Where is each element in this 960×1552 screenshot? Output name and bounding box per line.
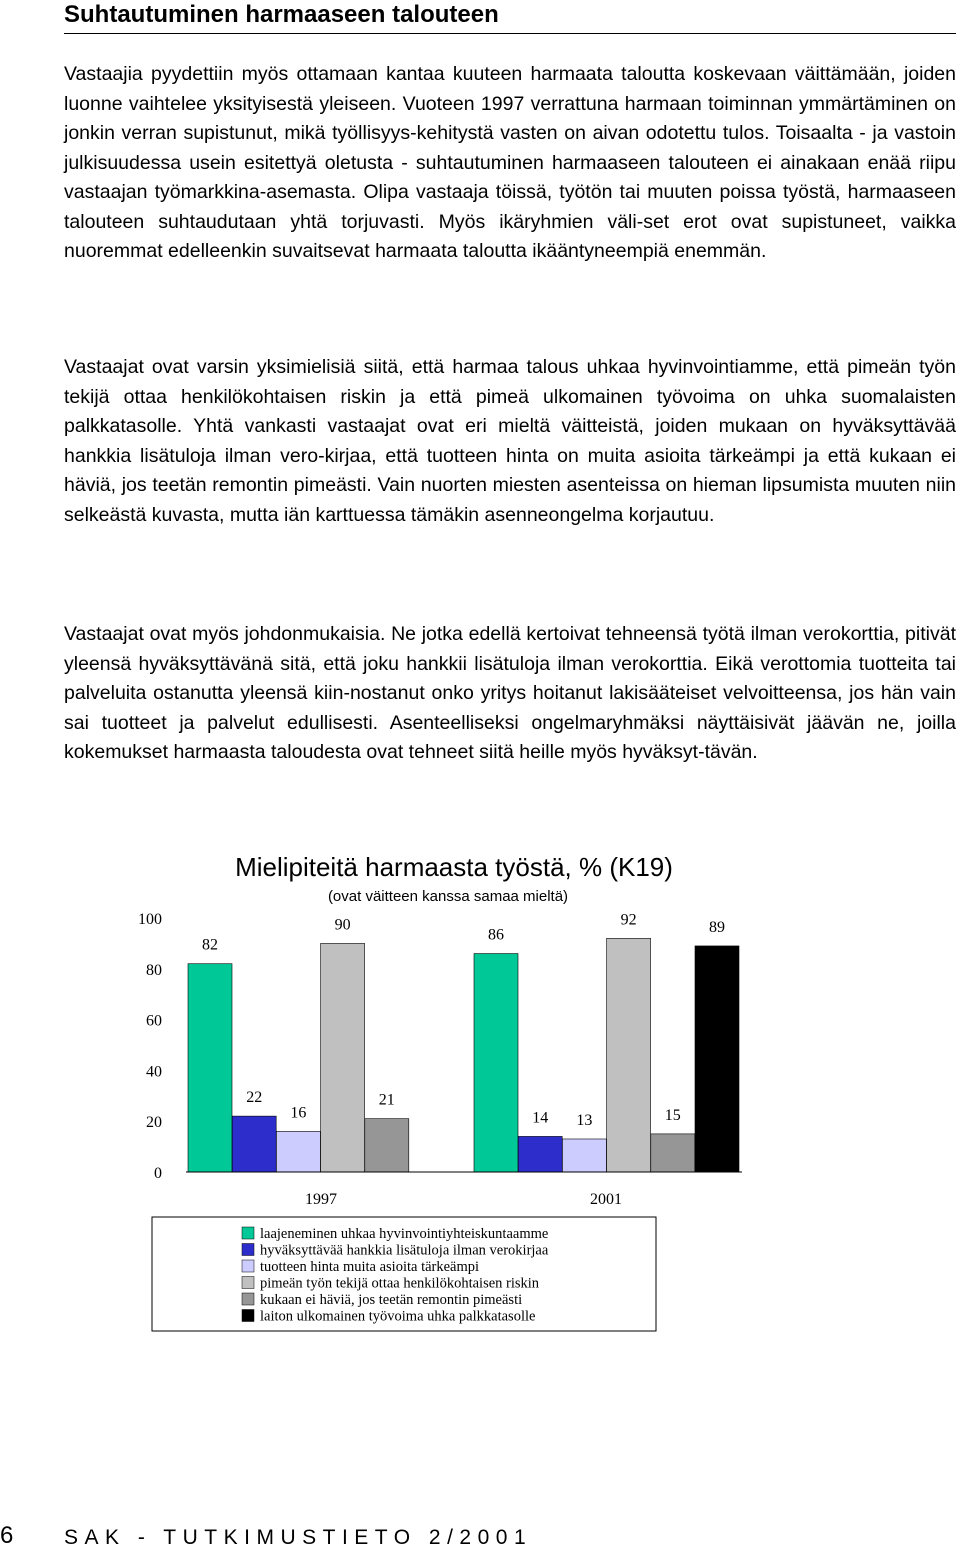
y-tick-label: 60 — [146, 1012, 162, 1030]
category-label: 2001 — [590, 1191, 622, 1208]
page-footer — [0, 1522, 960, 1550]
data-label: 90 — [334, 916, 351, 934]
page-number: 6 — [0, 1522, 14, 1549]
bar-2001-series-5 — [651, 1134, 695, 1172]
legend-entry: hyväksyttävää hankkia lisätuloja ilman verokirjaa — [260, 1242, 549, 1259]
data-label: 22 — [246, 1089, 263, 1107]
paragraph-3: Vastaajat ovat myös johdonmukaisia. Ne jotka edellä kertoivat tehneensä työtä ilman verokorttia, pitivät yleensä hyväksyttävänä sitä, että joku hankkii lisätuloja ilman verokorttia. Eikä verottomia tuotteita tai palveluita ostanutta yleensä kiin-nostanut onko yritys hoitanut lakisääteiset velvoitteensa, jos hän vain sai tuotteet ja palvelut edullisesti. Asenteelliseksi ongelmaryhmäksi näyttäisivät jäävän ne, joilla kokemukset harmaasta taloudesta ovat tehneet siitä heille myös hyväksyt-tävän. — [64, 623, 956, 763]
paragraph-1: Vastaajia pyydettiin myös ottamaan kantaa kuuteen harmaata taloutta koskevaan väittämään, joiden luonne vaihtelee yksityisestä yleiseen. Vuoteen 1997 verrattuna harmaan toiminnan ymmärtäminen on jonkin verran supistunut, mikä työllisyys-kehitystä vasten on aivan odotettu tulos. Toisaalta - ja vastoin julkisuudessa usein esitettyä oletusta - suhtautuminen harmaaseen talouteen ei ainakaan enää riipu vastaajan työmarkkina-asemasta. Olipa vastaaja töissä, työtön tai muuten poissa työstä, harmaaseen talouteen suhtaudutaan yhtä torjuvasti. Myös ikäryhmien väli-set erot ovat supistuneet, vaikka nuoremmat edelleenkin suvaitsevat harmaata taloutta ikääntyneempiä enemmän. — [64, 63, 956, 262]
data-label: 89 — [709, 918, 725, 936]
y-tick-label: 0 — [154, 1165, 162, 1182]
legend-swatch — [242, 1260, 254, 1272]
paragraph-2: Vastaajat ovat varsin yksimielisiä siitä, että harmaa talous uhkaa hyvinvointiamme, että pimeän työn tekijä ottaa henkilökohtaisen riskin ja että pimeä ulkomainen työvoima on uhka suomalaisten palkkatasolle. Yhtä vankasti vastaajat ovat eri mieltä väitteistä, joiden mukaan on hyväksyttävää hankkia lisätuloja ilman vero-kirjaa, että tuotteen hinta on muita asioita tärkeämpi ja että kukaan ei häviä, jos teetän remontin pimeästi. Vain nuorten miesten asenteissa on hieman lipsumista muuten niin selkeästä kuvasta, mutta iän karttuessa tämäkin asenneongelma korjautuu. — [64, 356, 956, 526]
bar-2001-series-3 — [562, 1139, 606, 1172]
bar-2001-series-2 — [518, 1136, 562, 1172]
y-tick-label: 100 — [138, 911, 162, 928]
legend-entry: laiton ulkomainen työvoima uhka palkkatasolle — [260, 1308, 536, 1325]
bar-1997-series-3 — [276, 1131, 320, 1172]
data-label: 82 — [202, 936, 218, 954]
bar-1997-series-2 — [232, 1116, 276, 1172]
chart-subtitle: (ovat väitteen kanssa samaa mieltä) — [327, 888, 569, 905]
chart-title: Mielipiteitä harmaasta työstä, % (K19) — [235, 852, 673, 882]
category-label: 1997 — [305, 1191, 337, 1208]
y-tick-label: 80 — [146, 961, 162, 979]
legend-swatch — [242, 1227, 254, 1239]
bar-1997-series-5 — [365, 1119, 409, 1172]
data-label: 15 — [664, 1106, 681, 1124]
legend-entry: laajeneminen uhkaa hyvinvointiyhteiskuntaamme — [260, 1226, 549, 1242]
legend-swatch — [242, 1277, 254, 1289]
opinion-bar-chart — [0, 840, 960, 1340]
legend-swatch — [242, 1244, 254, 1256]
legend-entry: tuotteen hinta muita asioita tärkeämpi — [260, 1259, 480, 1275]
bar-2001-series-6 — [695, 946, 739, 1172]
bar-1997-series-1 — [188, 964, 232, 1172]
bar-1997-series-4 — [321, 943, 365, 1172]
data-label: 21 — [378, 1091, 395, 1109]
section-heading: Suhtautuminen harmaaseen talouteen — [64, 0, 956, 34]
data-label: 13 — [576, 1111, 593, 1129]
data-label: 16 — [290, 1104, 307, 1122]
y-tick-label: 20 — [146, 1114, 162, 1132]
legend-swatch — [242, 1310, 254, 1322]
bar-2001-series-4 — [607, 938, 651, 1172]
legend-swatch — [242, 1293, 254, 1305]
y-tick-label: 40 — [146, 1063, 162, 1081]
publication-name: SAK - TUTKIMUSTIETO 2/2001 — [64, 1526, 533, 1549]
data-label: 86 — [488, 926, 504, 944]
legend-entry: kukaan ei häviä, jos teetän remontin pimeästi — [260, 1292, 523, 1308]
data-label: 92 — [620, 911, 637, 929]
bar-2001-series-1 — [474, 954, 518, 1172]
data-label: 14 — [532, 1109, 549, 1127]
legend-entry: pimeän työn tekijä ottaa henkilökohtaisen riskin — [260, 1275, 540, 1292]
